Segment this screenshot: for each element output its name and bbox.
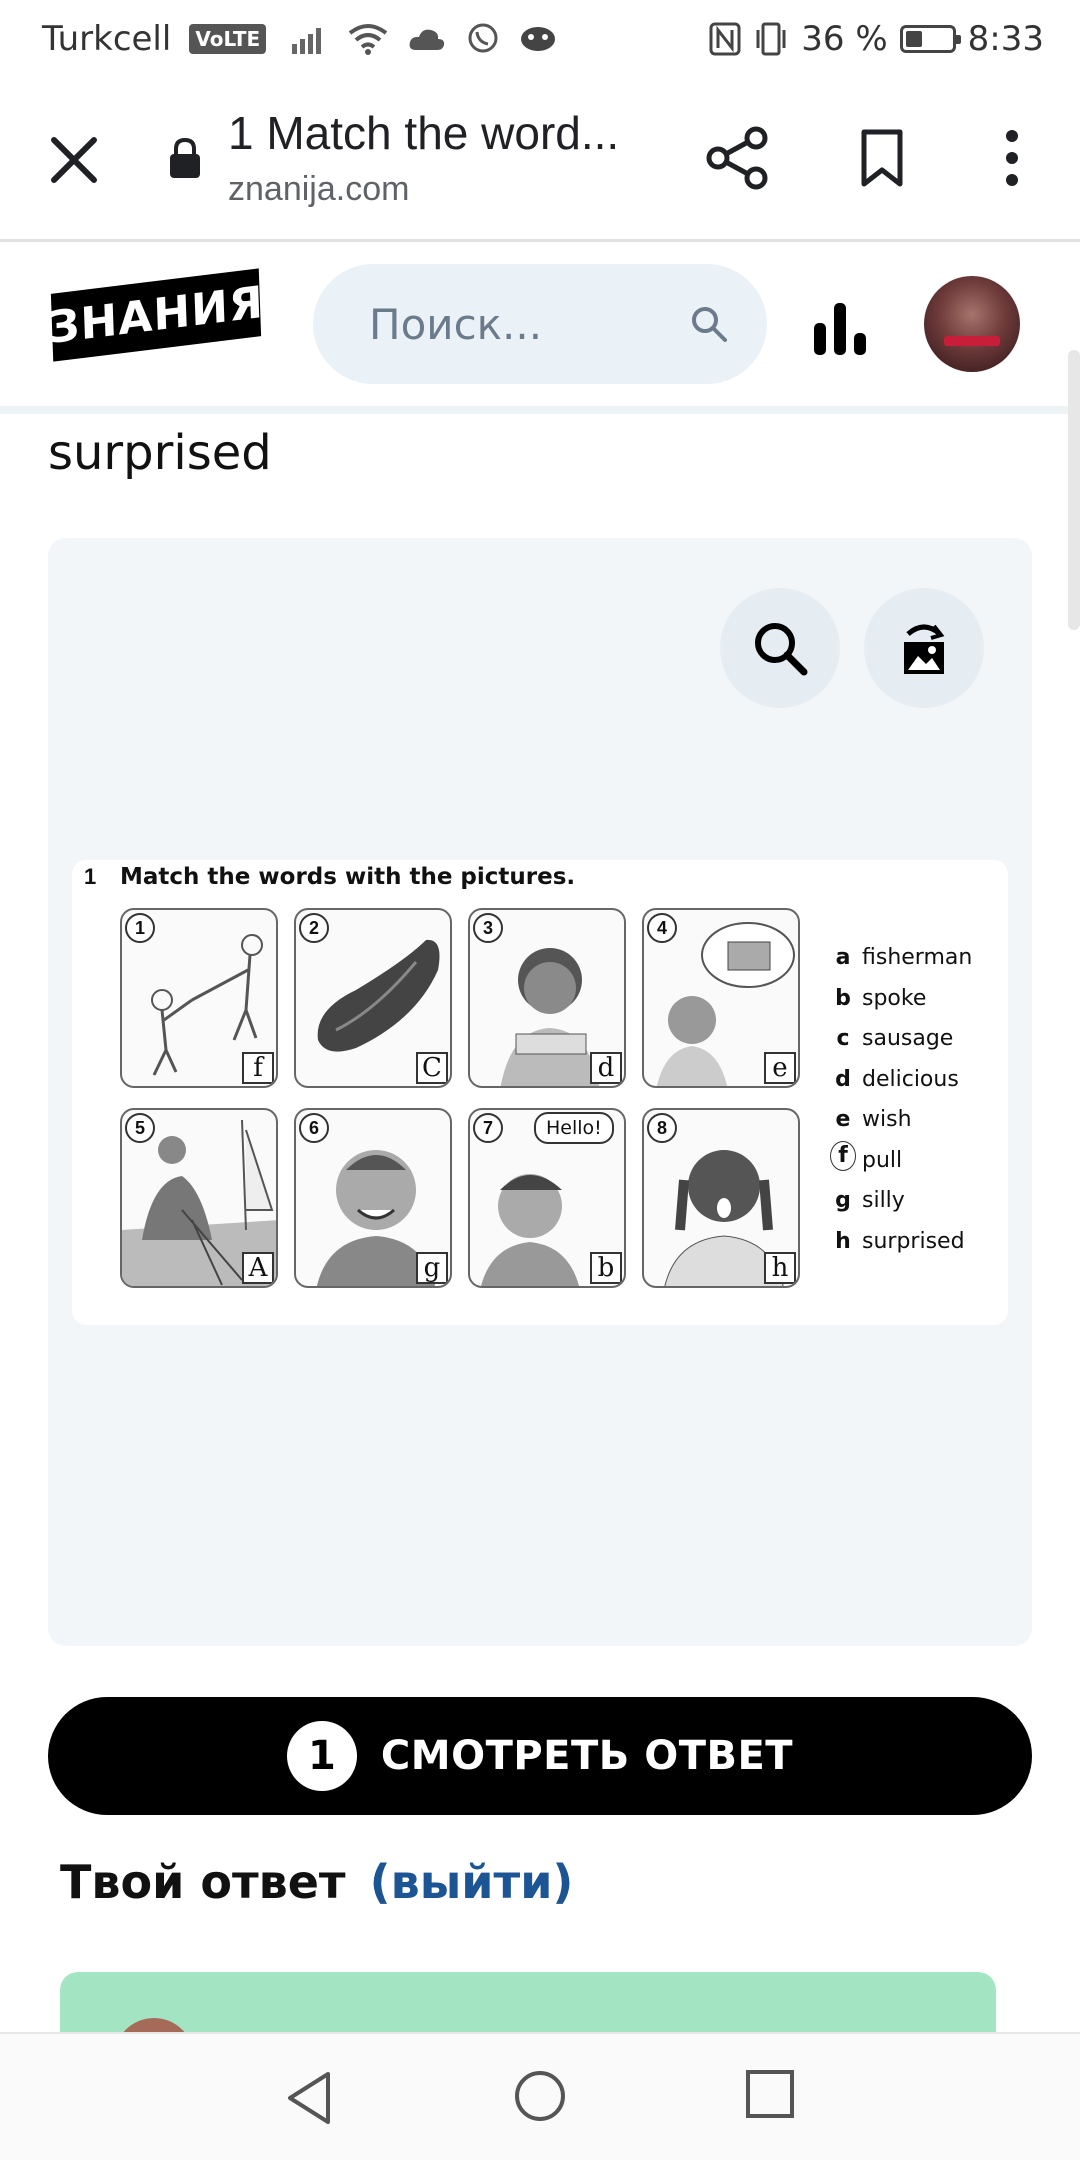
word-item [834,1100,972,1141]
system-nav-bar [0,2032,1080,2160]
picture-answer: d [590,1052,622,1084]
picture-6-silly [294,1108,452,1288]
back-icon[interactable] [282,2068,338,2128]
word-item [834,1222,972,1263]
home-icon[interactable] [512,2068,568,2124]
picture-number: 7 [473,1113,503,1143]
word-text: fisherman [862,945,973,970]
lock-icon [168,136,202,180]
viber-icon [466,22,500,56]
word-text: surprised [862,1228,965,1254]
picture-number: 2 [299,913,329,943]
search-placeholder: Поиск... [369,299,543,349]
picture-2-sausage [294,908,452,1088]
answerer-avatar[interactable] [114,2018,194,2032]
your-answer-section [60,1855,573,1909]
word-text: spoke [862,985,927,1011]
cloud-icon [408,26,446,52]
word-item [834,979,972,1020]
word-letter: a [835,945,851,970]
rotate-image-button[interactable] [864,588,984,708]
word-letter: g [835,1188,851,1213]
battery-icon [900,25,956,53]
picture-answer: f [242,1052,274,1084]
close-tab-button[interactable] [44,130,104,190]
word-letter: b [835,985,851,1011]
answer-card [60,1972,996,2032]
picture-answer: e [764,1052,796,1084]
word-letter: h [835,1228,851,1254]
show-answer-label: СМОТРЕТЬ ОТВЕТ [380,1733,794,1779]
site-logo[interactable]: ЗНАНИЯ [51,268,261,361]
word-text: delicious [862,1066,959,1092]
more-menu-button[interactable] [990,126,1034,190]
picture-7-spoke [468,1108,626,1288]
bookmark-button[interactable] [850,126,914,190]
search-input[interactable] [313,264,767,384]
word-item [834,1141,972,1182]
vibrate-icon [753,22,789,56]
word-letter: d [835,1066,851,1092]
exercise-title: Match the words with the pictures. [120,864,576,890]
answer-count-badge: 1 [287,1721,357,1791]
nfc-icon [709,22,741,56]
picture-3-eating [468,908,626,1088]
recent-apps-icon[interactable] [744,2068,796,2120]
word-text: pull [862,1147,903,1173]
picture-answer: A [242,1252,274,1284]
zoom-icon [750,618,810,678]
picture-number: 1 [125,913,155,943]
word-item [834,1019,972,1060]
logout-link[interactable]: (выйти) [369,1855,574,1909]
browser-toolbar [0,78,1080,242]
clock: 8:33 [967,19,1044,59]
exercise-number: 1 [84,864,97,889]
url-domain[interactable]: znanija.com [228,170,410,208]
picture-answer: b [590,1252,622,1284]
picture-answer: g [416,1252,448,1284]
wifi-icon [348,23,388,55]
page-title[interactable]: 1 Match the word... [228,107,620,159]
picture-8-surprised [642,1108,800,1288]
picture-1-pull [120,908,278,1088]
picture-5-fisherman [120,1108,278,1288]
picture-number: 3 [473,913,503,943]
word-text: wish [862,1107,912,1132]
your-answer-title: Твой ответ [60,1855,346,1909]
picture-4-wish [642,908,800,1088]
leaderboard-icon[interactable] [812,301,870,357]
word-text: silly [862,1188,905,1213]
scrollbar[interactable] [1068,350,1080,630]
battery-percent: 36 % [801,19,888,59]
carrier-label: Turkcell [42,19,172,59]
picture-number: 4 [647,913,677,943]
show-answer-button[interactable] [48,1697,1032,1815]
word-item [834,1060,972,1101]
site-header [0,246,1080,414]
word-item [834,1181,972,1222]
status-bar [0,0,1080,78]
volte-badge: VoLTE [189,24,266,54]
attachment-viewer [48,538,1032,1646]
rotate-image-icon [894,618,954,678]
search-icon[interactable] [689,304,729,344]
word-letter: e [835,1107,851,1132]
share-button[interactable] [704,124,772,192]
picture-number: 6 [299,1113,329,1143]
word-letter: c [836,1026,850,1051]
worksheet-image[interactable] [72,860,1008,1325]
word-list [834,938,972,1262]
picture-answer: h [764,1252,796,1284]
word-text: sausage [862,1026,954,1051]
zoom-button[interactable] [720,588,840,708]
game-icon [520,25,556,53]
picture-answer: C [416,1052,448,1084]
word-item [834,938,972,979]
picture-number: 5 [125,1113,155,1143]
word-letter: f [830,1141,856,1171]
signal-icon [292,24,328,54]
user-avatar[interactable] [924,276,1020,372]
question-text: surprised [48,425,272,481]
battery-level-fill [906,31,922,47]
picture-number: 8 [647,1113,677,1143]
speech-bubble: Hello! [534,1112,614,1144]
